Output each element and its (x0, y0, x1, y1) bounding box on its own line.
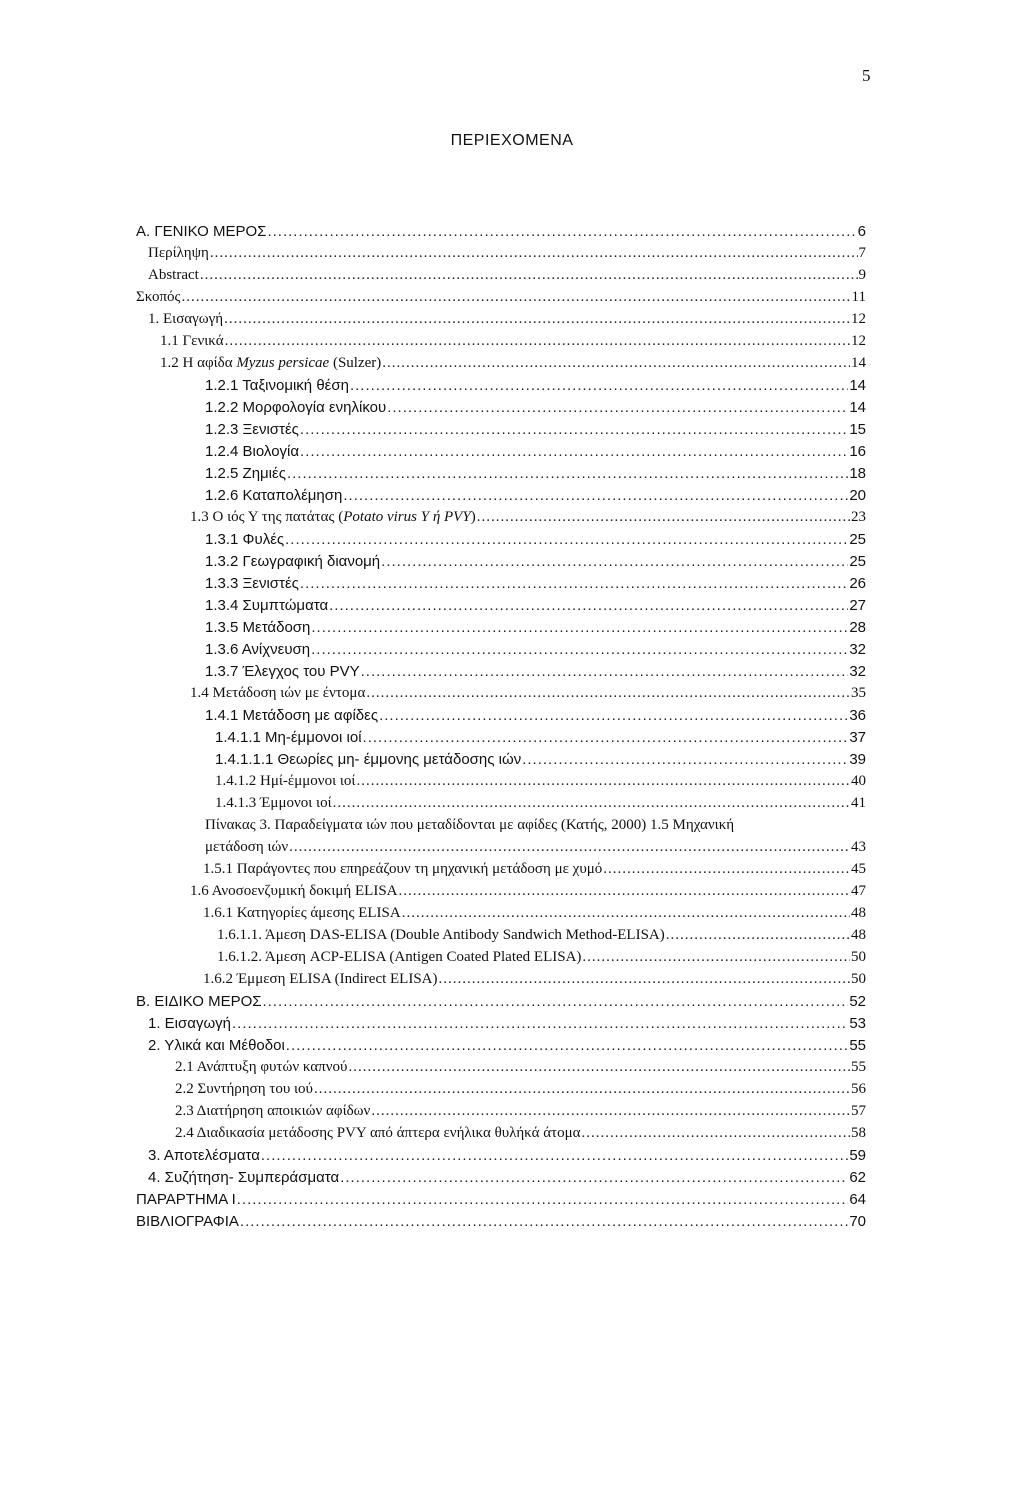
toc-entry[interactable] (205, 641, 866, 663)
toc-entry[interactable] (136, 289, 866, 311)
toc-entry-page: 14 (849, 377, 866, 394)
toc-entry-page: 56 (851, 1081, 866, 1097)
toc-entry[interactable] (205, 531, 866, 553)
toc-entry-page: 59 (849, 1147, 866, 1164)
toc-entry-label: 1.3.7 Έλεγχος του PVY (205, 663, 360, 680)
toc-entry-label: 1.3.6 Ανίχνευση (205, 641, 311, 658)
toc-entry[interactable] (205, 443, 866, 465)
toc-entry[interactable] (160, 355, 866, 377)
toc-entry-label: 1.6.1.1. Άμεση DAS-ELISA (Double Antibody Sandwich Method-ELISA) (217, 927, 665, 943)
toc-entry-label: 1.6.1 Κατηγορίες άμεσης ELISA (203, 905, 401, 921)
page-number: 5 (862, 66, 871, 85)
toc-entry-label: Α. ΓΕΝΙΚΟ ΜΕΡΟΣ (136, 223, 267, 240)
toc-entry-label: Abstract (148, 267, 199, 283)
toc-entry-label: 1.2 Η αφίδα Myzus persicae (Sulzer) (160, 355, 382, 371)
toc-entry[interactable] (205, 839, 866, 861)
toc-entry-label: 2.1 Ανάπτυξη φυτών καπνού (175, 1059, 348, 1075)
toc-entry[interactable] (136, 1191, 866, 1213)
toc-entry[interactable] (148, 245, 866, 267)
toc-entry-label: ΒΙΒΛΙΟΓΡΑΦΙΑ (136, 1213, 239, 1230)
toc-entry-label: 1.2.1 Ταξινομική θέση (205, 377, 349, 394)
toc-entry-label: 1.4 Μετάδοση ιών με έντομα (190, 685, 366, 701)
toc-entry-page: 48 (851, 927, 866, 943)
toc-entry-page: 32 (849, 641, 866, 658)
toc-entry[interactable] (205, 487, 866, 509)
toc-entry-page: 48 (851, 905, 866, 921)
toc-entry-page: 52 (849, 993, 866, 1010)
toc-entry-page: 6 (857, 223, 866, 240)
toc-entry[interactable] (205, 399, 866, 421)
toc-entry-label: 1.3.2 Γεωγραφική διανομή (205, 553, 381, 570)
page-title: ΠΕΡΙΕΧΟΜΕΝΑ (450, 132, 574, 149)
toc-entry[interactable] (136, 223, 866, 245)
toc-entry[interactable] (190, 509, 866, 531)
toc-entry-label: 1.6.2 Έμμεση ELISA (Indirect ELISA) (203, 971, 438, 987)
toc-entry-label: 1.2.6 Καταπολέμηση (205, 487, 343, 504)
toc-entry[interactable] (205, 597, 866, 619)
toc-entry-label: 1.3.1 Φυλές (205, 531, 285, 548)
toc-entry-page: 64 (849, 1191, 866, 1208)
toc-entry-page: 7 (858, 245, 866, 261)
toc-entry-label: Β. ΕΙΔΙΚΟ ΜΕΡΟΣ (136, 993, 262, 1010)
toc-entry-label: 1.5.1 Παράγοντες που επηρεάζουν τη μηχανική μετάδοση με χυμό (203, 861, 603, 877)
toc-entry-page: 70 (849, 1213, 866, 1230)
toc-entry-page: 26 (849, 575, 866, 592)
toc-entry-page: 28 (849, 619, 866, 636)
toc-entry-label: 1.2.3 Ξενιστές (205, 421, 299, 438)
toc-entry-page: 23 (851, 509, 866, 525)
toc-entry-page: 41 (851, 795, 866, 811)
toc-entry-page: 43 (851, 839, 866, 855)
toc-entry-page: 20 (849, 487, 866, 504)
toc-entry[interactable] (203, 861, 866, 883)
toc-entry[interactable] (205, 707, 866, 729)
toc-entry-page: 35 (851, 685, 866, 701)
toc-entry[interactable] (190, 685, 866, 707)
toc-entry-page: 53 (849, 1015, 866, 1032)
toc-entry-page: 11 (851, 289, 866, 305)
toc-entry-label: 1.1 Γενικά (160, 333, 224, 349)
toc-entry[interactable] (205, 663, 866, 685)
toc-entry-page: 16 (849, 443, 866, 460)
toc-entry-label: 2. Υλικά και Μέθοδοι (148, 1037, 285, 1054)
toc-entry-page: 58 (851, 1125, 866, 1141)
toc-entry-label: ΠΑΡΑΡΤΗΜΑ Ι (136, 1191, 236, 1208)
toc-entry-label: 1.3.5 Μετάδοση (205, 619, 311, 636)
toc-entry-label: 1.2.4 Βιολογία (205, 443, 300, 460)
toc-entry-label: 1.2.2 Μορφολογία ενηλίκου (205, 399, 387, 416)
toc-entry-label: 1. Εισαγωγή (148, 311, 224, 327)
toc-entry[interactable] (217, 949, 866, 971)
toc-entry[interactable] (205, 553, 866, 575)
toc-entry-page: 14 (849, 399, 866, 416)
toc-entry-label: 2.4 Διαδικασία μετάδοσης PVY από άπτερα ενήλικα θυλήκά άτομα (175, 1125, 581, 1141)
toc-entry-page: 14 (851, 355, 866, 371)
toc-entry-label: 1.4.1.2 Ημί-έμμονοι ιοί (215, 773, 356, 789)
toc-entry[interactable] (215, 729, 866, 751)
toc-entry-page: 45 (851, 861, 866, 877)
toc-entry[interactable] (175, 1081, 866, 1103)
toc-entry[interactable] (148, 1037, 866, 1059)
toc-entry-label: 2.2 Συντήρηση του ιού (175, 1081, 313, 1097)
toc-entry-label: 3. Αποτελέσματα (148, 1147, 260, 1164)
toc-entry-page: 9 (858, 267, 866, 283)
toc-entry-page: 18 (849, 465, 866, 482)
toc-entry-label: 1.3 Ο ιός Υ της πατάτας (Potato virus Y ή PVY) (190, 509, 476, 525)
toc-entry-page: 40 (851, 773, 866, 789)
toc-entry-page: 55 (851, 1059, 866, 1075)
toc-entry[interactable] (175, 1059, 866, 1081)
toc-entry-label: 2.3 Διατήρηση αποικιών αφίδων (175, 1103, 371, 1119)
toc-entry-page: 50 (851, 971, 866, 987)
toc-entry-label: 1. Εισαγωγή (148, 1015, 231, 1032)
toc-entry[interactable] (148, 267, 866, 289)
toc-entry-page: 57 (851, 1103, 866, 1119)
toc-entry-page: 12 (851, 311, 866, 327)
toc-entry-label: 1.4.1.1 Μη-έμμονοι ιοί (215, 729, 362, 746)
toc-entry[interactable] (203, 971, 866, 993)
toc-entry-wrapped[interactable]: Πίνακας 3. Παραδείγματα ιών που μεταδίδονται με αφίδες (Κατής, 2000) 1.5 Μηχανική (205, 817, 735, 833)
toc-entry[interactable] (205, 465, 866, 487)
toc-entry[interactable] (148, 1147, 866, 1169)
toc-entry-page: 27 (849, 597, 866, 614)
toc-entry-page: 62 (849, 1169, 866, 1186)
toc-entry-label: 1.4.1.3 Έμμονοι ιοί (215, 795, 332, 811)
toc-entry[interactable] (160, 333, 866, 355)
toc-entry-label: 1.3.4 Συμπτώματα (205, 597, 329, 614)
toc-entry[interactable] (205, 575, 866, 597)
toc-entry-page: 36 (849, 707, 866, 724)
toc-entry-label: 1.4.1.1.1 Θεωρίες μη- έμμονης μετάδοσης ιών (215, 751, 522, 768)
toc-entry-label: 1.3.3 Ξενιστές (205, 575, 299, 592)
toc-entry[interactable] (203, 905, 866, 927)
toc-entry[interactable] (175, 1125, 866, 1147)
toc-entry-label: 1.2.5 Ζημιές (205, 465, 286, 482)
toc-entry-label: 1.4.1 Μετάδοση με αφίδες (205, 707, 379, 724)
toc-entry-label: Περίληψη (148, 245, 209, 261)
toc-entry[interactable] (205, 377, 866, 399)
toc-entry-page: 37 (849, 729, 866, 746)
toc-entry[interactable] (215, 773, 866, 795)
toc-entry-page: 55 (849, 1037, 866, 1054)
toc-entry[interactable] (148, 1169, 866, 1191)
toc-entry[interactable] (136, 1213, 866, 1235)
toc-entry-page: 32 (849, 663, 866, 680)
toc-entry[interactable] (148, 311, 866, 333)
toc-entry[interactable] (217, 927, 866, 949)
toc-entry[interactable] (190, 883, 866, 905)
toc-entry-page: 47 (851, 883, 866, 899)
toc-entry-page: 15 (849, 421, 866, 438)
toc-entry[interactable] (148, 1015, 866, 1037)
toc-entry[interactable] (215, 751, 866, 773)
toc-entry-label: μετάδοση ιών (205, 839, 289, 855)
toc-entry-label: Σκοπός (136, 289, 181, 305)
toc-entry-page: 39 (849, 751, 866, 768)
toc-entry[interactable] (205, 619, 866, 641)
toc-entry-label: 4. Συζήτηση- Συμπεράσματα (148, 1169, 340, 1186)
toc-entry-page: 12 (851, 333, 866, 349)
toc-entry[interactable] (175, 1103, 866, 1125)
toc-entry[interactable] (215, 795, 866, 817)
toc-entry[interactable] (136, 993, 866, 1015)
toc-entry-page: 25 (849, 553, 866, 570)
toc-entry[interactable] (205, 421, 866, 443)
toc-entry-label: 1.6 Ανοσοενζυμική δοκιμή ELISA (190, 883, 398, 899)
toc-entry-page: 50 (851, 949, 866, 965)
toc-entry-page: 25 (849, 531, 866, 548)
toc-entry-label: 1.6.1.2. Άμεση ACP-ELISA (Antigen Coated Plated ELISA) (217, 949, 582, 965)
